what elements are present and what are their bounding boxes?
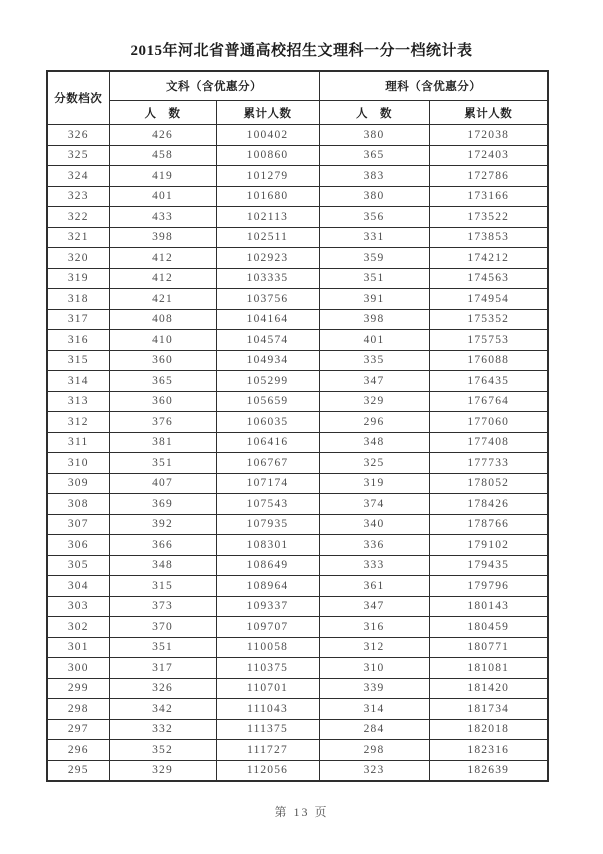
table-cell: 421 (109, 289, 216, 310)
table-cell: 103756 (216, 289, 319, 310)
sub-header-arts-cumulative: 累计人数 (216, 101, 319, 125)
table-cell: 323 (319, 760, 429, 781)
table-cell: 106035 (216, 412, 319, 433)
table-cell: 376 (109, 412, 216, 433)
table-cell: 110375 (216, 658, 319, 679)
table-cell: 172038 (429, 125, 548, 146)
table-body (47, 125, 548, 782)
table-cell: 310 (47, 453, 109, 474)
table-cell: 178426 (429, 494, 548, 515)
group-header-science: 理科（含优惠分） (319, 71, 548, 101)
table-cell: 361 (319, 576, 429, 597)
table-cell: 105659 (216, 391, 319, 412)
group-header-row (47, 71, 548, 101)
table-cell: 110701 (216, 678, 319, 699)
page-title: 2015年河北省普通高校招生文理科一分一档统计表 (130, 43, 473, 59)
table-row (47, 330, 548, 351)
table-cell: 347 (319, 371, 429, 392)
table-cell: 324 (47, 166, 109, 187)
table-row (47, 596, 548, 617)
table-row (47, 494, 548, 515)
table-cell: 182018 (429, 719, 548, 740)
table-cell: 299 (47, 678, 109, 699)
table-cell: 296 (47, 740, 109, 761)
table-cell: 348 (319, 432, 429, 453)
table-cell: 319 (47, 268, 109, 289)
table-cell: 104164 (216, 309, 319, 330)
table-cell: 348 (109, 555, 216, 576)
table-cell: 304 (47, 576, 109, 597)
table-cell: 339 (319, 678, 429, 699)
table-cell: 336 (319, 535, 429, 556)
table-cell: 176764 (429, 391, 548, 412)
table-cell: 177733 (429, 453, 548, 474)
table-cell: 316 (319, 617, 429, 638)
table-cell: 174563 (429, 268, 548, 289)
table-cell: 352 (109, 740, 216, 761)
table-cell: 359 (319, 248, 429, 269)
table-cell: 104574 (216, 330, 319, 351)
table-cell: 321 (47, 227, 109, 248)
table-cell: 172786 (429, 166, 548, 187)
table-cell: 108964 (216, 576, 319, 597)
table-cell: 391 (319, 289, 429, 310)
table-row (47, 473, 548, 494)
table-cell: 360 (109, 350, 216, 371)
table-cell: 297 (47, 719, 109, 740)
table-cell: 351 (109, 453, 216, 474)
table-row (47, 637, 548, 658)
table-cell: 340 (319, 514, 429, 535)
table-cell: 296 (319, 412, 429, 433)
table-cell: 101279 (216, 166, 319, 187)
table-cell: 298 (319, 740, 429, 761)
table-cell: 172403 (429, 145, 548, 166)
table-cell: 380 (319, 186, 429, 207)
table-row (47, 207, 548, 228)
table-cell: 108649 (216, 555, 319, 576)
table-cell: 181734 (429, 699, 548, 720)
table-cell: 351 (319, 268, 429, 289)
group-header-liberal-arts: 文科（含优惠分） (109, 71, 319, 101)
table-cell: 335 (319, 350, 429, 371)
table-cell: 365 (319, 145, 429, 166)
table-row (47, 678, 548, 699)
table-cell: 356 (319, 207, 429, 228)
table-cell: 369 (109, 494, 216, 515)
table-cell: 458 (109, 145, 216, 166)
table-cell: 179102 (429, 535, 548, 556)
table-cell: 398 (109, 227, 216, 248)
table-cell: 179796 (429, 576, 548, 597)
table-cell: 410 (109, 330, 216, 351)
table-cell: 392 (109, 514, 216, 535)
table-cell: 174954 (429, 289, 548, 310)
table-cell: 309 (47, 473, 109, 494)
table-row (47, 227, 548, 248)
table-cell: 419 (109, 166, 216, 187)
table-cell: 109337 (216, 596, 319, 617)
table-cell: 329 (319, 391, 429, 412)
table-row (47, 350, 548, 371)
table-cell: 325 (319, 453, 429, 474)
table-cell: 322 (47, 207, 109, 228)
table-cell: 107935 (216, 514, 319, 535)
table-cell: 325 (47, 145, 109, 166)
table-row (47, 719, 548, 740)
table-cell: 111043 (216, 699, 319, 720)
table-row (47, 760, 548, 781)
table-cell: 178766 (429, 514, 548, 535)
table-cell: 298 (47, 699, 109, 720)
table-cell: 108301 (216, 535, 319, 556)
table-cell: 326 (47, 125, 109, 146)
table-cell: 380 (319, 125, 429, 146)
table-cell: 319 (319, 473, 429, 494)
table-row (47, 268, 548, 289)
table-row (47, 186, 548, 207)
table-row (47, 309, 548, 330)
table-cell: 306 (47, 535, 109, 556)
table-cell: 317 (109, 658, 216, 679)
table-row (47, 248, 548, 269)
table-cell: 303 (47, 596, 109, 617)
table-cell: 177408 (429, 432, 548, 453)
table-cell: 381 (109, 432, 216, 453)
table-cell: 312 (319, 637, 429, 658)
table-cell: 173522 (429, 207, 548, 228)
table-cell: 365 (109, 371, 216, 392)
table-cell: 407 (109, 473, 216, 494)
table-cell: 111375 (216, 719, 319, 740)
table-cell: 173853 (429, 227, 548, 248)
table-cell: 106416 (216, 432, 319, 453)
table-cell: 333 (319, 555, 429, 576)
table-cell: 100402 (216, 125, 319, 146)
table-cell: 308 (47, 494, 109, 515)
table-cell: 302 (47, 617, 109, 638)
table-cell: 401 (319, 330, 429, 351)
table-cell: 101680 (216, 186, 319, 207)
table-cell: 100860 (216, 145, 319, 166)
table-cell: 401 (109, 186, 216, 207)
table-cell: 332 (109, 719, 216, 740)
table-row (47, 617, 548, 638)
table-row (47, 145, 548, 166)
table-cell: 323 (47, 186, 109, 207)
table-cell: 373 (109, 596, 216, 617)
table-row (47, 166, 548, 187)
table-cell: 102923 (216, 248, 319, 269)
table-cell: 360 (109, 391, 216, 412)
table-cell: 102511 (216, 227, 319, 248)
table-header (47, 71, 548, 125)
table-cell: 177060 (429, 412, 548, 433)
table-cell: 315 (47, 350, 109, 371)
table-cell: 383 (319, 166, 429, 187)
corner-header-score-level: 分数档次 (47, 71, 109, 125)
table-cell: 178052 (429, 473, 548, 494)
table-cell: 305 (47, 555, 109, 576)
table-cell: 301 (47, 637, 109, 658)
sub-header-science-count: 人 数 (319, 101, 429, 125)
table-cell: 351 (109, 637, 216, 658)
table-cell: 182316 (429, 740, 548, 761)
score-distribution-table (46, 70, 549, 782)
table-row (47, 658, 548, 679)
table-cell: 318 (47, 289, 109, 310)
table-cell: 176435 (429, 371, 548, 392)
table-cell: 181081 (429, 658, 548, 679)
table-cell: 284 (319, 719, 429, 740)
table-cell: 433 (109, 207, 216, 228)
table-cell: 342 (109, 699, 216, 720)
table-row (47, 514, 548, 535)
table-cell: 110058 (216, 637, 319, 658)
table-cell: 412 (109, 248, 216, 269)
table-cell: 310 (319, 658, 429, 679)
table-cell: 366 (109, 535, 216, 556)
table-cell: 174212 (429, 248, 548, 269)
table-cell: 175352 (429, 309, 548, 330)
table-row (47, 740, 548, 761)
table-cell: 106767 (216, 453, 319, 474)
table-cell: 311 (47, 432, 109, 453)
table-cell: 426 (109, 125, 216, 146)
table-row (47, 699, 548, 720)
table-cell: 347 (319, 596, 429, 617)
table-cell: 180771 (429, 637, 548, 658)
table-row (47, 535, 548, 556)
table-cell: 180459 (429, 617, 548, 638)
sub-header-science-cumulative: 累计人数 (429, 101, 548, 125)
table-cell: 314 (319, 699, 429, 720)
table-cell: 111727 (216, 740, 319, 761)
page-number: 第 13 页 (274, 805, 329, 819)
table-cell: 314 (47, 371, 109, 392)
table-row (47, 125, 548, 146)
table-cell: 313 (47, 391, 109, 412)
table-cell: 180143 (429, 596, 548, 617)
table-cell: 173166 (429, 186, 548, 207)
table-cell: 109707 (216, 617, 319, 638)
table-cell: 181420 (429, 678, 548, 699)
table-cell: 312 (47, 412, 109, 433)
table-cell: 107174 (216, 473, 319, 494)
table-cell: 317 (47, 309, 109, 330)
table-row (47, 289, 548, 310)
table-cell: 103335 (216, 268, 319, 289)
table-cell: 315 (109, 576, 216, 597)
table-cell: 182639 (429, 760, 548, 781)
table-row (47, 432, 548, 453)
table-cell: 105299 (216, 371, 319, 392)
table-cell: 102113 (216, 207, 319, 228)
table-cell: 295 (47, 760, 109, 781)
table-cell: 307 (47, 514, 109, 535)
table-cell: 398 (319, 309, 429, 330)
table-cell: 107543 (216, 494, 319, 515)
table-row (47, 576, 548, 597)
table-cell: 176088 (429, 350, 548, 371)
table-cell: 300 (47, 658, 109, 679)
table-cell: 104934 (216, 350, 319, 371)
sub-header-arts-count: 人 数 (109, 101, 216, 125)
table-cell: 329 (109, 760, 216, 781)
table-cell: 370 (109, 617, 216, 638)
table-row (47, 453, 548, 474)
table-row (47, 555, 548, 576)
sub-header-row (47, 101, 548, 125)
table-row (47, 412, 548, 433)
table-cell: 331 (319, 227, 429, 248)
table-cell: 320 (47, 248, 109, 269)
table-cell: 179435 (429, 555, 548, 576)
table-cell: 112056 (216, 760, 319, 781)
table-cell: 316 (47, 330, 109, 351)
table-cell: 326 (109, 678, 216, 699)
table-cell: 412 (109, 268, 216, 289)
table-row (47, 371, 548, 392)
table-row (47, 391, 548, 412)
table-cell: 374 (319, 494, 429, 515)
table-cell: 175753 (429, 330, 548, 351)
table-cell: 408 (109, 309, 216, 330)
